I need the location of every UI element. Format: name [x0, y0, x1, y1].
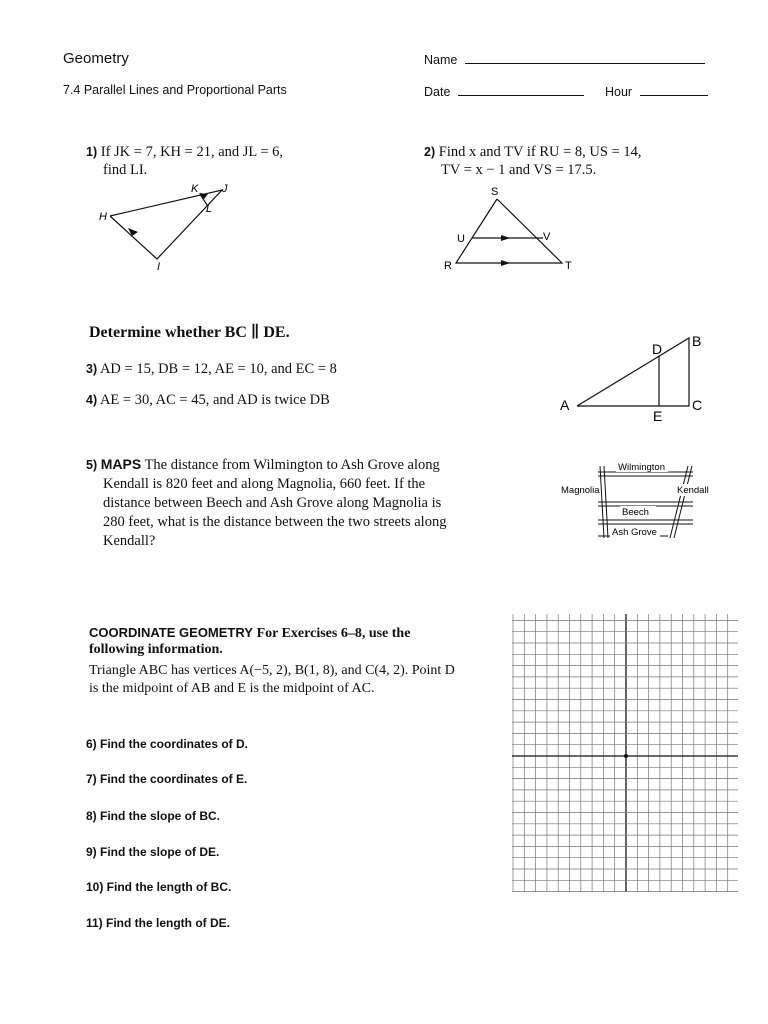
fig1-label-l: L: [206, 203, 213, 215]
map-figure: [558, 458, 718, 544]
fig3-label-b: B: [692, 333, 702, 349]
exercise-7: 7) Find the coordinates of E.: [86, 772, 248, 786]
problem-5-line1: The distance from Wilmington to Ash Grove along: [144, 457, 440, 473]
problem-1-line2: find LI.: [103, 162, 148, 178]
coordinate-info: [89, 662, 455, 698]
problem-1: [86, 143, 283, 179]
course-title: Geometry: [63, 50, 129, 67]
fig1-label-k: K: [191, 183, 199, 195]
problem-4-number: 4): [86, 393, 98, 407]
problem-3: [86, 360, 337, 378]
map-label-beech: Beech: [622, 507, 649, 518]
fig2-label-u: U: [457, 233, 465, 245]
problem-1-line1: If JK = 7, KH = 21, and JL = 6,: [100, 144, 284, 160]
fig3-label-c: C: [692, 397, 703, 413]
coordinate-heading: [89, 625, 410, 642]
figure-2-triangle: [440, 183, 580, 273]
date-row: [424, 83, 584, 99]
problem-5-line5: Kendall?: [103, 533, 156, 549]
hour-row: [605, 83, 708, 99]
coordinate-grid[interactable]: [510, 612, 742, 894]
grid-lines: [512, 614, 738, 892]
problem-2-number: 2): [424, 145, 436, 159]
fig1-label-h: H: [99, 211, 107, 223]
problem-2-line2: TV = x − 1 and VS = 17.5.: [441, 162, 597, 178]
problem-5-line3: distance between Beech and Ash Grove along Magnolia is: [103, 495, 442, 511]
name-blank[interactable]: [465, 51, 705, 64]
problem-5-number: 5): [86, 458, 98, 472]
fig2-label-v: V: [543, 231, 551, 243]
problem-4: [86, 391, 330, 409]
origin-dot: [624, 754, 628, 758]
coordinate-info-line2: is the midpoint of AB and E is the midpoint of AC.: [89, 681, 375, 696]
problem-5-line2: Kendall is 820 feet and along Magnolia, 660 feet. If the: [103, 476, 426, 492]
date-blank[interactable]: [458, 83, 584, 96]
problem-2: [424, 143, 641, 179]
exercise-8: 8) Find the slope of BC.: [86, 809, 220, 823]
map-label-magnolia: Magnolia: [561, 485, 600, 496]
map-label-wilmington: Wilmington: [618, 462, 665, 473]
name-row: [424, 51, 705, 67]
lesson-title: 7.4 Parallel Lines and Proportional Parts: [63, 83, 287, 97]
fig1-label-j: J: [222, 183, 228, 195]
problem-3-text: AD = 15, DB = 12, AE = 10, and EC = 8: [99, 361, 337, 377]
problem-5-title: MAPS: [100, 456, 142, 472]
coordinate-heading-label: COORDINATE GEOMETRY: [89, 625, 253, 640]
problem-1-number: 1): [86, 145, 98, 159]
exercise-6: 6) Find the coordinates of D.: [86, 737, 249, 751]
coordinate-heading-line2: following information.: [89, 642, 223, 657]
coordinate-info-line1: Triangle ABC has vertices A(−5, 2), B(1, 8), and C(4, 2). Point D: [89, 663, 455, 678]
figure-3-triangle: [555, 330, 715, 425]
problem-5: [86, 455, 446, 551]
problem-4-text: AE = 30, AC = 45, and AD is twice DB: [99, 392, 330, 408]
problem-3-number: 3): [86, 362, 98, 376]
fig2-label-r: R: [444, 260, 452, 272]
exercise-11: 11) Find the length of DE.: [86, 916, 230, 930]
hour-blank[interactable]: [640, 83, 708, 96]
date-label: Date: [424, 85, 451, 99]
problem-5-line4: 280 feet, what is the distance between the two streets along: [103, 514, 447, 530]
problem-2-line1: Find x and TV if RU = 8, US = 14,: [438, 144, 642, 160]
map-label-ash-grove: Ash Grove: [612, 527, 657, 538]
name-label: Name: [424, 53, 458, 67]
hour-label: Hour: [605, 85, 633, 99]
exercise-10: 10) Find the length of BC.: [86, 880, 232, 894]
coordinate-heading-rest: For Exercises 6–8, use the: [256, 626, 411, 641]
figure-1-triangle: [95, 180, 245, 270]
fig2-label-t: T: [565, 260, 572, 272]
map-label-kendall: Kendall: [677, 485, 709, 496]
determine-heading: Determine whether BC ∥ DE.: [89, 324, 290, 341]
fig1-label-i: I: [157, 261, 161, 270]
fig3-label-d: D: [652, 341, 663, 357]
fig2-label-s: S: [491, 186, 499, 198]
exercise-9: 9) Find the slope of DE.: [86, 845, 220, 859]
fig3-label-a: A: [560, 397, 570, 413]
fig3-label-e: E: [653, 408, 663, 424]
